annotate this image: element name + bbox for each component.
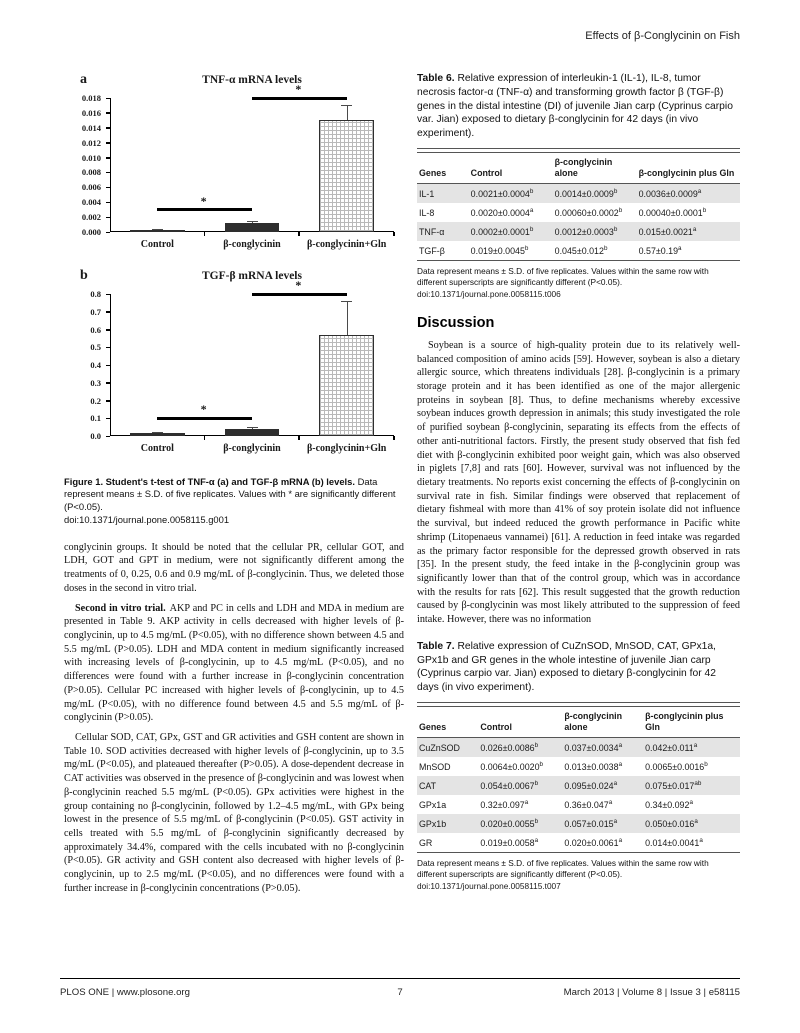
y-tick — [106, 347, 110, 349]
y-tick-label: 0.010 — [81, 152, 101, 163]
error-bar-cap — [152, 229, 163, 230]
value-cell: 0.020±0.0055$^b$ — [478, 814, 562, 833]
y-tick — [106, 187, 110, 189]
table-row — [417, 203, 740, 222]
y-tick-label: 0.016 — [81, 107, 101, 118]
value-cell: 0.057±0.015$^a$ — [562, 814, 643, 833]
y-tick — [106, 294, 110, 296]
table-6-block — [417, 72, 740, 299]
table-7-caption-lead: Table 7. — [417, 640, 455, 652]
table-row — [417, 814, 740, 833]
table-row — [417, 757, 740, 776]
value-cell: 0.0012±0.0003$^b$ — [553, 222, 637, 241]
figure-1-doi: doi:10.1371/journal.pone.0058115.g001 — [64, 514, 230, 526]
x-category-label: β-conglycinin — [223, 239, 281, 250]
error-bar-cap — [247, 427, 258, 428]
column-header: β-conglycinin alone — [553, 152, 637, 183]
value-cell: 0.019±0.0045$^b$ — [470, 244, 529, 256]
y-tick — [106, 157, 110, 159]
bar-β-conglycinin — [225, 223, 280, 232]
y-tick — [106, 202, 110, 204]
value-cell: 0.0020±0.0004$^a$ — [470, 206, 534, 218]
y-tick — [106, 400, 110, 402]
x-tick — [393, 436, 395, 440]
value-cell: 0.32±0.097$^a$ — [480, 798, 529, 810]
paragraph-text: AKP and PC in cells and LDH and MDA in medium are presented in Table 9. AKP activity in cells decreased with higher levels of β-conglycinin, up to 4.5 mg/mL (P<0.05), with no difference shown between 4.5 and 5.5 mg/mL (P>0.05). LDH and MDA content in medium significantly increased with increasing levels of β-conglycinin, up to 4.5 mg/mL (P<0.05), and no differences were found with a further increase in β-conglycinin concentration (P>0.05). Cellular PC increased with higher levels of β-conglycinin, up to 4.5 mg/mL (P<0.05), with no difference found between 4.5 and 5.5 mg/mL of β-conglycinin (P>0.05). — [64, 602, 404, 724]
column-header: Genes — [417, 707, 478, 738]
y-tick-label: 0.002 — [81, 212, 101, 223]
bar-β-conglycinin — [225, 429, 280, 436]
significance-asterisk: * — [200, 193, 207, 208]
value-cell: 0.34±0.092$^a$ — [645, 798, 693, 810]
gene-cell: GPx1a — [419, 799, 447, 810]
footer-issue-info: March 2013 | Volume 8 | Issue 3 | e58115 — [563, 987, 741, 998]
y-tick-label: 0.012 — [81, 137, 101, 148]
column-header: β-conglycinin plus Gln — [643, 707, 740, 738]
y-tick-label: 0.006 — [81, 182, 101, 193]
chart-title: TGF-β mRNA levels — [202, 270, 302, 282]
gene-cell: IL-1 — [417, 184, 469, 204]
y-tick — [106, 142, 110, 144]
chart-tgf-beta — [64, 268, 404, 466]
table-7-header-row — [417, 707, 740, 738]
y-tick-label: 0.004 — [81, 197, 101, 208]
value-cell: 0.57±0.19$^a$ — [638, 244, 682, 256]
value-cell: 0.042±0.011$^a$ — [643, 738, 740, 758]
table-rule — [417, 148, 740, 149]
significance-asterisk: * — [295, 278, 302, 292]
x-tick — [393, 232, 395, 236]
y-tick-label: 0.1 — [90, 413, 101, 424]
body-paragraph — [64, 602, 404, 725]
y-tick-label: 0.7 — [90, 306, 101, 317]
table-row — [417, 833, 740, 853]
value-cell: 0.0065±0.0016$^b$ — [645, 760, 708, 772]
chart-title: TNF-α mRNA levels — [202, 74, 302, 86]
table-row — [417, 241, 740, 261]
x-tick — [298, 232, 300, 236]
table-6-caption-text: Relative expression of interleukin-1 (IL-1), IL-8, tumor necrosis factor-α (TNF-α) and transforming growth factor β (TGF-β) genes in the distal intestine (DI) of juvenile Jian carp (Cyprinus carpio var. Jian) exposed to dietary β-conglycinin for 42 days (in vivo experiment). — [417, 73, 733, 140]
table-row — [417, 184, 740, 204]
value-cell: 0.075±0.017$^{ab}$ — [643, 776, 740, 795]
value-cell: 0.045±0.012$^b$ — [554, 244, 608, 256]
gene-cell: GR — [419, 837, 433, 848]
column-header: β-conglycinin alone — [562, 707, 643, 738]
table-row — [417, 738, 740, 758]
value-cell: 0.015±0.0021$^a$ — [637, 222, 740, 241]
y-tick — [106, 382, 110, 384]
figure-1-caption — [64, 476, 404, 527]
x-category-label: β-conglycinin+Gln — [307, 239, 387, 250]
page-footer — [60, 978, 740, 998]
x-tick — [204, 232, 206, 236]
y-tick-label: 0.0 — [90, 431, 101, 441]
y-tick-label: 0.008 — [81, 167, 101, 178]
bar-β-conglycinin+Gln — [319, 120, 374, 232]
table-6-caption — [417, 72, 740, 141]
column-header: Control — [469, 152, 553, 183]
table-7-caption-text: Relative expression of CuZnSOD, MnSOD, CAT, GPx1a, GPx1b and GR genes in the whole intestine of juvenile Jian carp (Cyprinus carpio var. Jian) exposed to dietary β-conglycinin for 42 days (in vivo experiment). — [417, 640, 716, 694]
table-row — [417, 776, 740, 795]
y-tick-label: 0.5 — [90, 342, 101, 353]
y-tick — [106, 311, 110, 313]
error-bar-cap — [247, 221, 258, 222]
value-cell: 0.0064±0.0020$^b$ — [480, 760, 544, 772]
figure-1-caption-lead: Figure 1. Student's t-test of TNF-α (a) and TGF-β mRNA (b) levels. — [64, 476, 355, 487]
figure-1-caption-text: Data represent means ± S.D. of five replicates. Values with * are significantly different (P<0.05). — [64, 476, 396, 512]
gene-cell: MnSOD — [419, 761, 451, 772]
table-rule — [417, 702, 740, 703]
running-head: Effects of β-Conglycinin on Fish — [585, 30, 740, 42]
value-cell: 0.00060±0.0002$^b$ — [554, 206, 623, 218]
value-cell: 0.095±0.024$^a$ — [562, 776, 643, 795]
body-paragraph: conglycinin groups. It should be noted that the cellular PR, cellular GOT, and LDH, GOT and GPT in medium, were not significantly different among the treatments of 0, 0.25, 0.6 and 0.9 mg/mL of β-conglycinin. Thus, we deleted those doses in the second in vitro trial. — [64, 541, 404, 594]
value-cell: 0.0014±0.0009$^b$ — [553, 184, 637, 204]
y-tick — [106, 232, 110, 234]
y-tick — [106, 217, 110, 219]
table-7-block — [417, 640, 740, 891]
discussion-heading: Discussion — [417, 314, 495, 331]
y-tick — [106, 98, 110, 100]
right-column — [417, 72, 740, 896]
y-tick — [106, 112, 110, 114]
value-cell: 0.013±0.0038$^a$ — [564, 760, 623, 772]
gene-cell: GPx1b — [417, 814, 478, 833]
chart-tnf-alpha — [64, 72, 404, 262]
column-header: Control — [478, 707, 562, 738]
bar-β-conglycinin+Gln — [319, 335, 374, 436]
table-6-header-row — [417, 152, 740, 183]
table-6-doi: doi:10.1371/journal.pone.0058115.t006 — [417, 288, 561, 299]
y-tick-label: 0.8 — [90, 289, 101, 299]
gene-cell: CuZnSOD — [417, 738, 478, 758]
value-cell: 0.026±0.0086$^b$ — [478, 738, 562, 758]
x-category-label: β-conglycinin+Gln — [307, 443, 387, 454]
panel-letter: a — [80, 72, 87, 87]
x-category-label: Control — [140, 239, 174, 250]
table-7-doi: doi:10.1371/journal.pone.0058115.t007 — [417, 880, 561, 891]
column-header: β-conglycinin plus Gln — [637, 152, 740, 183]
y-tick-label: 0.014 — [81, 122, 101, 133]
two-column-layout — [64, 72, 740, 896]
significance-asterisk: * — [295, 82, 302, 96]
error-bar — [347, 301, 348, 335]
gene-cell: IL-8 — [419, 207, 435, 218]
y-tick — [106, 329, 110, 331]
value-cell: 0.36±0.047$^a$ — [564, 798, 613, 810]
x-tick — [204, 436, 206, 440]
gene-cell: CAT — [417, 776, 478, 795]
discussion-paragraph: Soybean is a source of high-quality protein due to its relatively well-balanced composition of amino acids [59]. However, soybean is also a dietary allergic source, which threatens individuals [28]. β-conglycinin is a primary storage protein and it has been identified as one of the major allergenic proteins in soybean [8]. Thus, to define mechanisms whereby excessive soybean induces growth depression in animals; this study investigated the role of purified soybean β-conglycinin, separating its effects from the effects of other anti-nutritional factors. Firstly, the present study observed that fish fed diet with β-conglycinin exhibited poor weight gain, which was also observed in piglets [7,8] and rats [60]. However, survival was not influenced by the dietary treatments. No reports exist concerning the effects of β-conglycinin on survival rate in fish. Similar findings were observed that replacement of dietary fishmeal with more than 41% of soy protein isolate did not influence the survival, but indeed reduced the growth performance in Pacific white shrimp (Litopenaeus vannamei) [61]. A reduction in feed intake was regarded as the primary factor responsible for the depressed growth observed in rats [35]. In the present study, the feed intake in the β-conglycinin group was significantly lower than that of the control group, which was in accordance with the results for rats [62]. This result suggested that the growth reduction caused by β-conglycinin was most likely attributed to the suppression of feed intake. However, there was no information — [417, 339, 740, 626]
y-tick-label: 0.2 — [90, 395, 101, 406]
gene-cell: TNF-α — [417, 222, 469, 241]
value-cell: 0.037±0.0034$^a$ — [562, 738, 643, 758]
paragraph-lead-in: Second in vitro trial. — [75, 602, 166, 614]
table-6-footnote: Data represent means ± S.D. of five replicates. Values within the same row with different superscripts are significantly different (P<0.05). — [417, 266, 709, 288]
footer-page-number: 7 — [397, 987, 403, 998]
error-bar-cap — [152, 432, 163, 433]
y-tick — [106, 127, 110, 129]
value-cell: 0.020±0.0061$^a$ — [564, 836, 623, 848]
y-tick-label: 0.6 — [90, 324, 101, 335]
y-tick-label: 0.000 — [81, 227, 101, 237]
x-category-label: Control — [140, 443, 174, 454]
value-cell: 0.014±0.0041$^a$ — [645, 836, 703, 848]
value-cell: 0.00040±0.0001$^b$ — [638, 206, 707, 218]
table-6 — [417, 152, 740, 261]
panel-letter: b — [80, 268, 88, 283]
y-tick-label: 0.3 — [90, 377, 101, 388]
left-column — [64, 72, 404, 896]
table-row — [417, 222, 740, 241]
value-cell: 0.0002±0.0001$^b$ — [469, 222, 553, 241]
value-cell: 0.019±0.0058$^a$ — [480, 836, 539, 848]
value-cell: 0.0021±0.0004$^b$ — [469, 184, 553, 204]
gene-cell: TGF-β — [419, 245, 445, 256]
y-tick — [106, 436, 110, 438]
bar-Control — [130, 433, 185, 436]
y-tick — [106, 172, 110, 174]
body-paragraph: Cellular SOD, CAT, GPx, GST and GR activities and GSH content are shown in Table 10. SOD activities decreased with higher levels of β-conglycinin, up to 3.5 mg/mL (P<0.05), and plateaued thereafter (P>0.05). A dose-dependent decrease in CAT activities was observed in the presence of β-conglycinin and was lowest when β-conglycinin reached 5.5 mg/mL (P<0.05). GPx activities were highest in the group containing no β-conglycinin, followed by 1.2–4.5 mg/mL, with GPx being lowest in the presence of 5.5 mg/mL of β-conglycinin (P<0.05). GST activity in cells treated with 5.5 mg/mL of β-conglycinin significantly decreased by approximately 34.4%, compared with the cells incubated with no β-conglycinin (P<0.05). GR activity and GSH content also decreased with higher levels of β-conglycinin, up to 2.5 mg/mL (P<0.05), and no differences were found with a further increase in β-conglycinin concentrations (P>0.05). — [64, 731, 404, 894]
significance-asterisk: * — [200, 402, 207, 417]
y-tick — [106, 365, 110, 367]
value-cell: 0.0036±0.0009$^a$ — [637, 184, 740, 204]
x-tick — [298, 436, 300, 440]
table-7 — [417, 706, 740, 853]
table-7-footnote: Data represent means ± S.D. of five replicates. Values within the same row with different superscripts are significantly different (P<0.05). — [417, 858, 709, 880]
x-category-label: β-conglycinin — [223, 443, 281, 454]
error-bar-cap — [341, 301, 352, 302]
column-header: Genes — [417, 152, 469, 183]
value-cell: 0.054±0.0067$^b$ — [478, 776, 562, 795]
footer-journal: PLOS ONE | www.plosone.org — [60, 987, 190, 998]
error-bar — [347, 105, 348, 121]
table-7-caption — [417, 640, 740, 695]
error-bar-cap — [341, 105, 352, 106]
table-row — [417, 795, 740, 814]
y-tick — [106, 418, 110, 420]
bar-Control — [130, 230, 185, 232]
table-6-caption-lead: Table 6. — [417, 73, 455, 84]
y-tick-label: 0.018 — [81, 93, 101, 103]
value-cell: 0.050±0.016$^a$ — [643, 814, 740, 833]
y-tick-label: 0.4 — [90, 360, 101, 370]
